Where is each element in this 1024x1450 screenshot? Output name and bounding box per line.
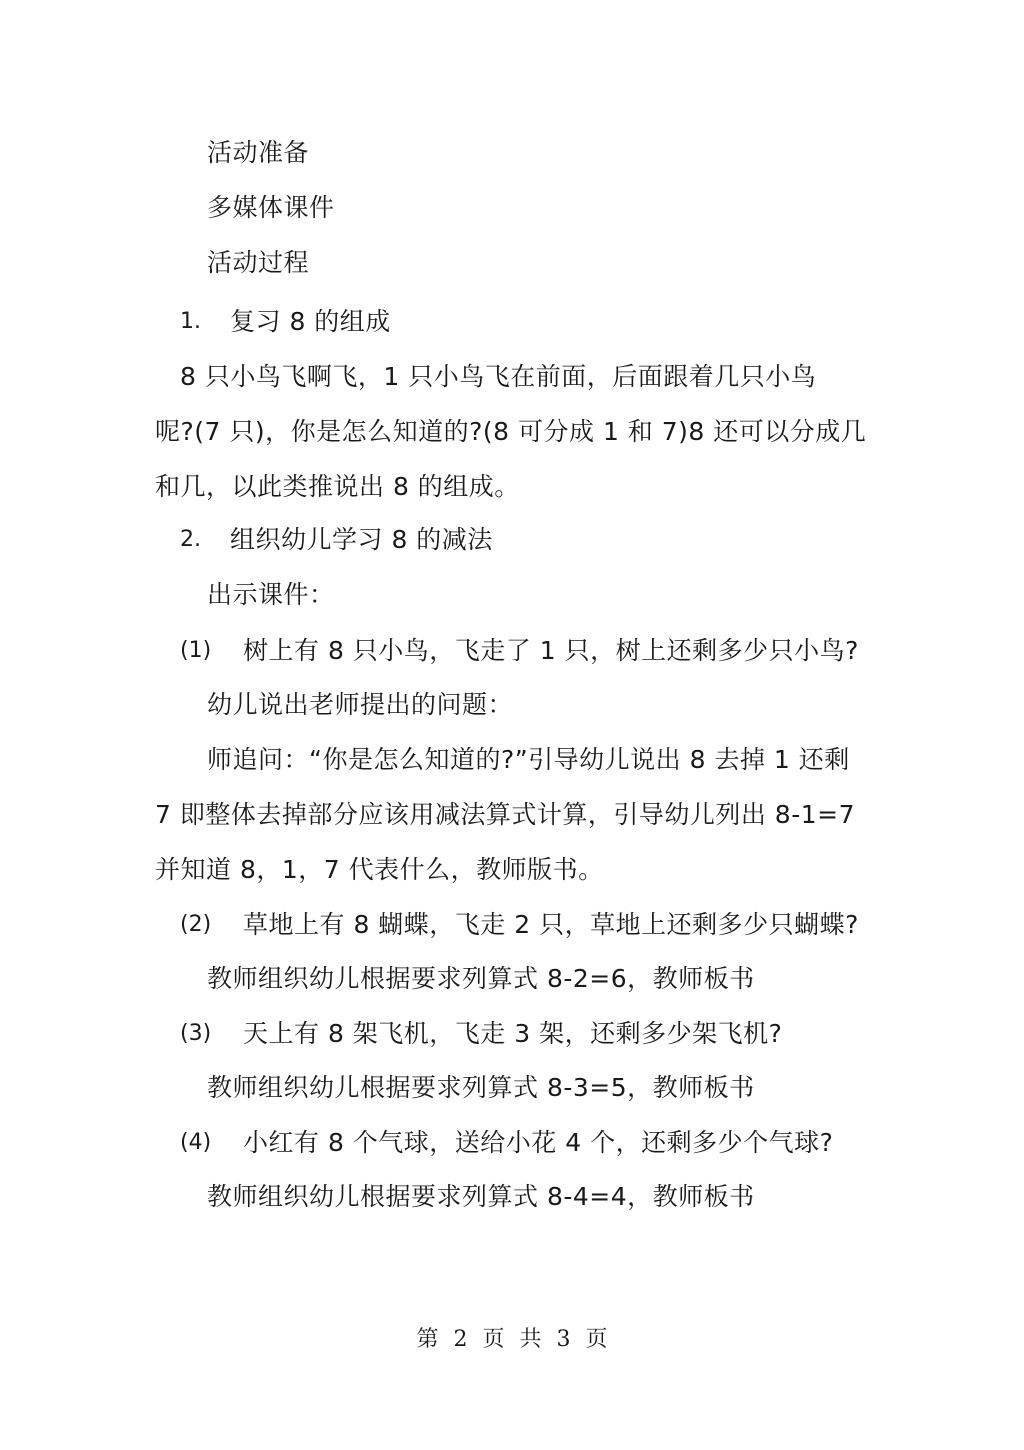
answer-3: 教师组织幼儿根据要求列算式 8-3=5，教师板书 — [207, 1073, 755, 1102]
list-marker-2: 2. — [180, 527, 201, 552]
paragraph-line: 8 只小鸟飞啊飞，1 只小鸟飞在前面，后面跟着几只小鸟 — [180, 362, 817, 391]
paragraph-line: 并知道 8，1，7 代表什么，教师版书。 — [155, 855, 604, 884]
question-marker-2: (2) — [180, 912, 212, 937]
question-3: 天上有 8 架飞机，飞走 3 架，还剩多少架飞机? — [243, 1019, 783, 1048]
footer-total-pages: 3 — [556, 1327, 571, 1352]
footer-ye: 页 — [482, 1327, 505, 1352]
text-show-courseware: 出示课件： — [207, 580, 335, 609]
step-2-title: 组织幼儿学习 8 的减法 — [230, 525, 493, 554]
paragraph-line: 呢?(7 只)，你是怎么知道的?(8 可分成 1 和 7)8 还可以分成几 — [155, 417, 867, 446]
answer-2: 教师组织幼儿根据要求列算式 8-2=6，教师板书 — [207, 964, 755, 993]
step-1-title: 复习 8 的组成 — [230, 307, 391, 336]
footer-current-page: 2 — [453, 1327, 468, 1352]
footer-ye: 页 — [585, 1327, 608, 1352]
question-2: 草地上有 8 蝴蝶，飞走 2 只，草地上还剩多少只蝴蝶? — [243, 910, 859, 939]
question-1: 树上有 8 只小鸟，飞走了 1 只，树上还剩多少只小鸟? — [243, 636, 859, 665]
paragraph-line: 幼儿说出老师提出的问题： — [207, 690, 514, 719]
list-marker-1: 1. — [180, 309, 201, 334]
page-footer — [0, 1325, 1024, 1355]
question-marker-4: (4) — [180, 1130, 212, 1155]
paragraph-line: 和几，以此类推说出 8 的组成。 — [155, 472, 520, 501]
text-multimedia-courseware: 多媒体课件 — [207, 193, 335, 222]
footer-gong: 共 — [519, 1327, 542, 1352]
paragraph-line: 7 即整体去掉部分应该用减法算式计算，引导幼儿列出 8-1=7 — [155, 800, 855, 829]
footer-di: 第 — [416, 1327, 439, 1352]
question-marker-1: (1) — [180, 638, 212, 663]
heading-activity-process: 活动过程 — [207, 248, 310, 277]
heading-activity-preparation: 活动准备 — [207, 138, 310, 167]
paragraph-line: 师追问：“你是怎么知道的?”引导幼儿说出 8 去掉 1 还剩 — [207, 745, 850, 774]
question-4: 小红有 8 个气球，送给小花 4 个，还剩多少个气球? — [243, 1128, 834, 1157]
answer-4: 教师组织幼儿根据要求列算式 8-4=4，教师板书 — [207, 1182, 755, 1211]
question-marker-3: (3) — [180, 1021, 212, 1046]
